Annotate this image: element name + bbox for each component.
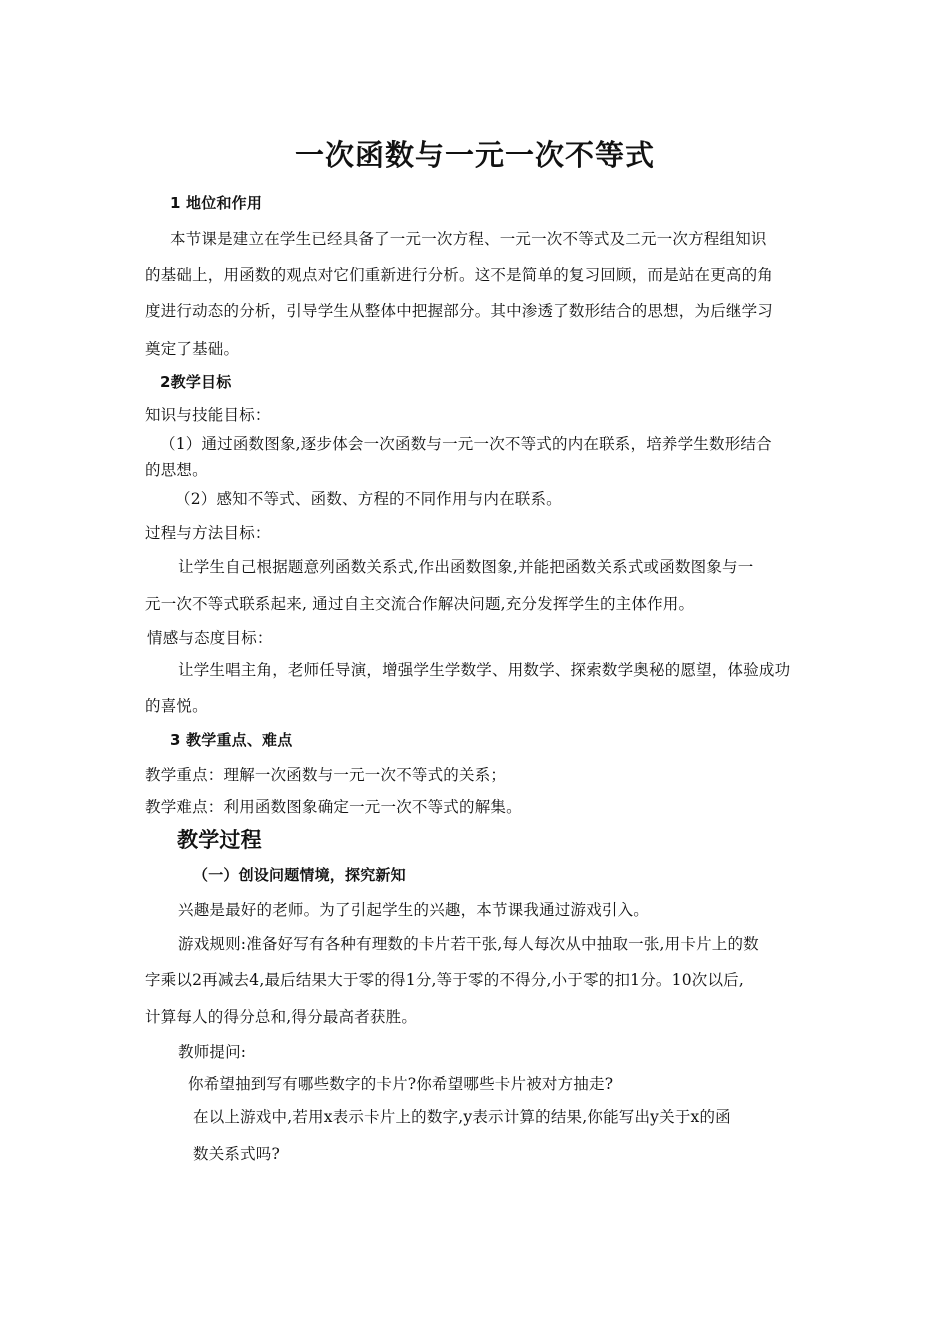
goal-item: 的思想。: [145, 461, 208, 479]
paragraph-line: 兴趣是最好的老师。为了引起学生的兴趣，本节课我通过游戏引入。: [178, 901, 650, 919]
subsection-label-knowledge: 知识与技能目标：: [145, 406, 271, 424]
question-item: 你希望抽到写有哪些数字的卡片?你希望哪些卡片被对方抽走?: [188, 1075, 614, 1093]
paragraph-line: 本节课是建立在学生已经具备了一元一次方程、一元一次不等式及二元一次方程组知识: [170, 230, 767, 248]
paragraph-line: 让学生唱主角，老师任导演，增强学生学数学、用数学、探索数学奥秘的愿望，体验成功: [178, 661, 791, 679]
key-point: 教学重点：理解一次函数与一元一次不等式的关系；: [145, 766, 507, 784]
section-heading-key-points: 3 教学重点、难点: [170, 731, 293, 749]
document-title: 一次函数与一元一次不等式: [294, 138, 655, 172]
goal-item: （2）感知不等式、函数、方程的不同作用与内在联系。: [175, 490, 562, 508]
question-item: 数关系式吗?: [193, 1145, 281, 1163]
section-heading-goals: 2教学目标: [160, 373, 232, 391]
paragraph-line: 游戏规则:准备好写有各种有理数的卡片若干张,每人每次从中抽取一张,用卡片上的数: [178, 935, 759, 953]
difficult-point: 教学难点：利用函数图象确定一元一次不等式的解集。: [145, 798, 522, 816]
paragraph-line: 计算每人的得分总和,得分最高者获胜。: [145, 1008, 418, 1026]
paragraph-line: 奠定了基础。: [145, 340, 240, 358]
paragraph-line: 让学生自己根据题意列函数关系式,作出函数图象,并能把函数关系式或函数图象与一: [178, 558, 754, 576]
subsection-label-emotion: 情感与态度目标：: [147, 629, 273, 647]
paragraph-line: 元一次不等式联系起来, 通过自主交流合作解决问题,充分发挥学生的主体作用。: [145, 595, 695, 613]
goal-item: （1）通过函数图象,逐步体会一次函数与一元一次不等式的内在联系，培养学生数形结合: [160, 435, 772, 453]
teacher-question-label: 教师提问:: [178, 1043, 247, 1061]
paragraph-line: 的基础上，用函数的观点对它们重新进行分析。这不是简单的复习回顾，而是站在更高的角: [145, 266, 774, 284]
subsection-label-process: 过程与方法目标：: [145, 524, 271, 542]
paragraph-line: 字乘以2再减去4,最后结果大于零的得1分,等于零的不得分,小于零的扣1分。10次以后,: [145, 971, 744, 989]
section-heading-role: 1 地位和作用: [170, 194, 263, 212]
process-subheading: （一）创设问题情境，探究新知: [193, 866, 406, 884]
paragraph-line: 度进行动态的分析，引导学生从整体中把握部分。其中渗透了数形结合的思想，为后继学习: [145, 302, 774, 320]
question-item: 在以上游戏中,若用x表示卡片上的数字,y表示计算的结果,你能写出y关于x的函: [193, 1108, 731, 1126]
paragraph-line: 的喜悦。: [145, 697, 208, 715]
process-heading: 教学过程: [177, 828, 262, 852]
